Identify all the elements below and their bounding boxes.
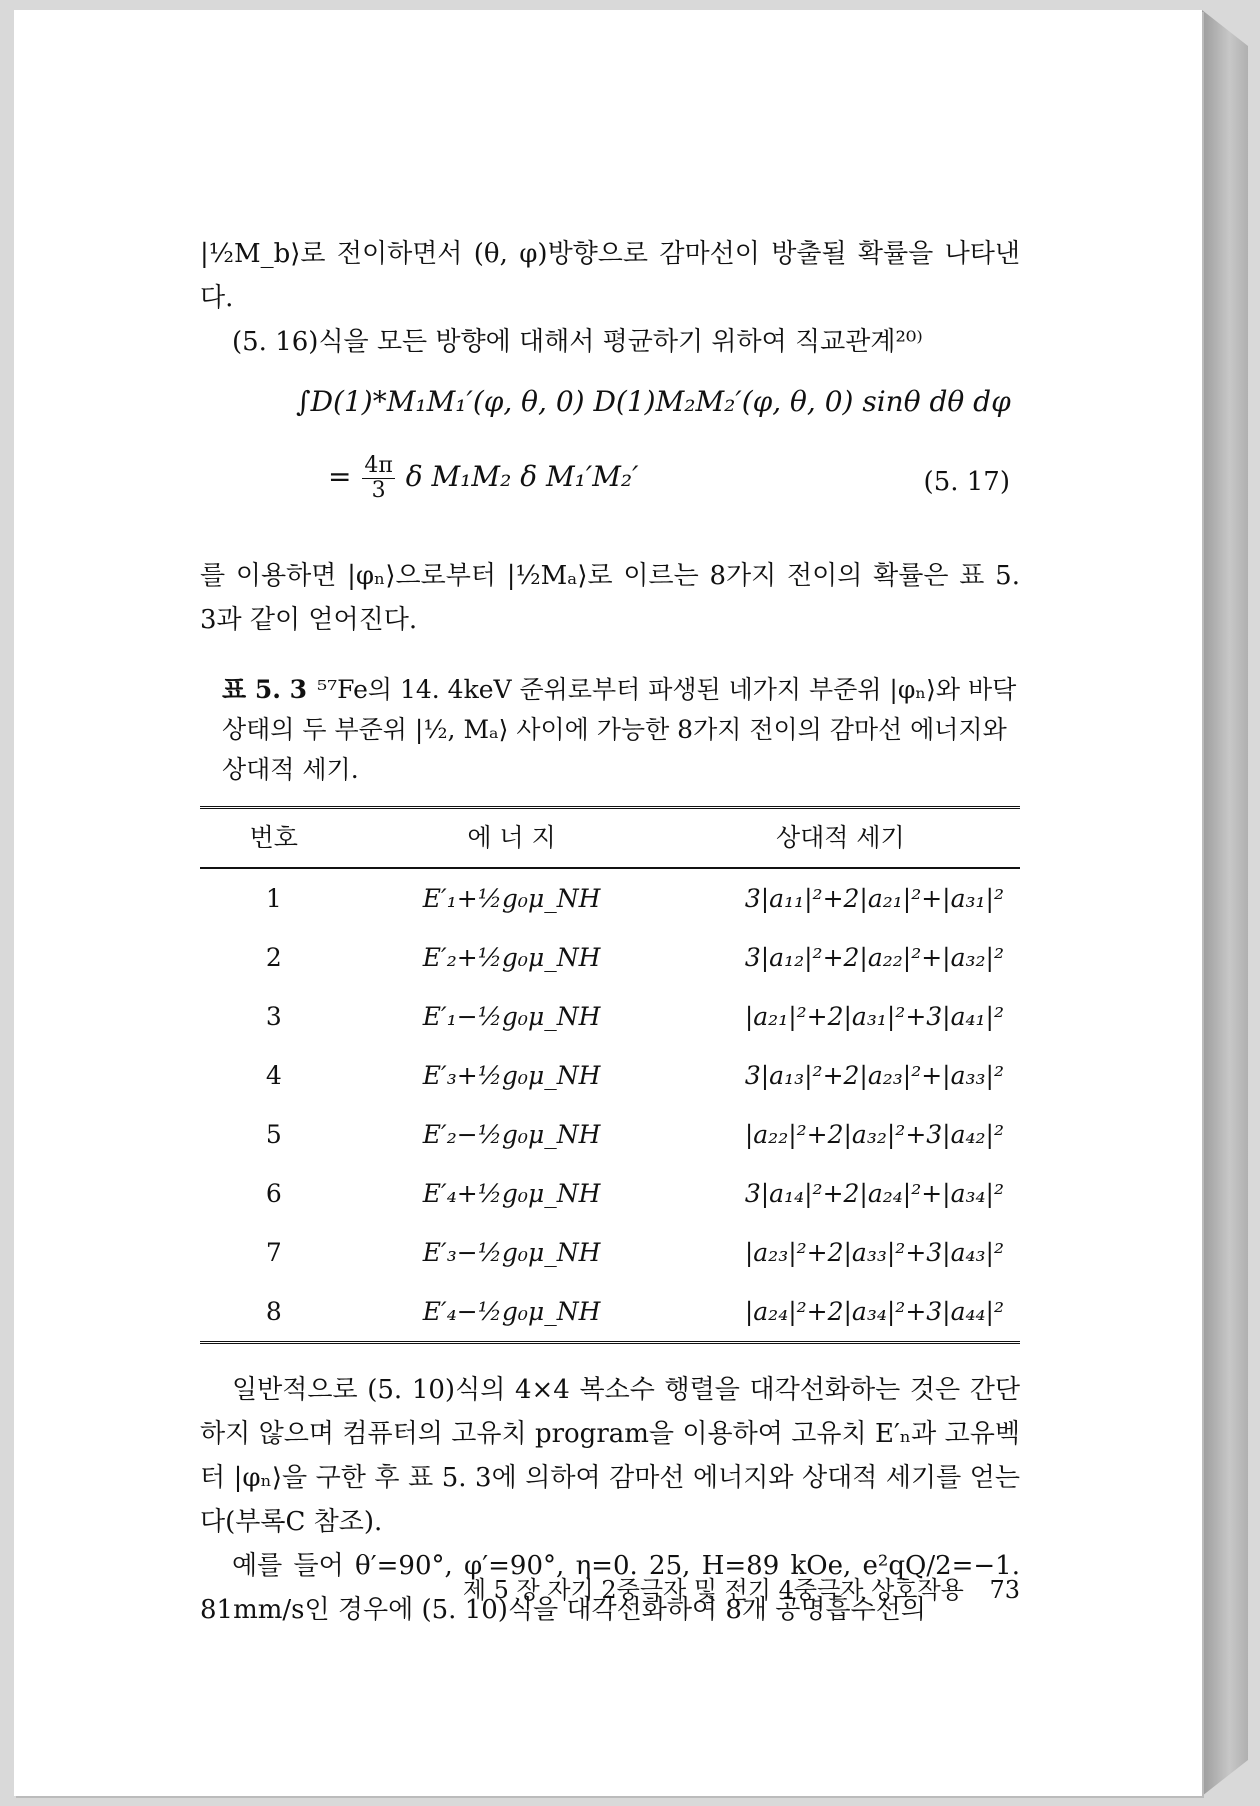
equation-5-17 bbox=[200, 370, 1020, 540]
table-label: 표 5. 3 bbox=[222, 675, 308, 704]
table-row bbox=[200, 1046, 1020, 1105]
table-row bbox=[200, 1164, 1020, 1223]
table-caption-text: ⁵⁷Fe의 14. 4keV 준위로부터 파생된 네가지 부준위 |φₙ⟩와 바닥 상태의 두 부준위 |½, Mₐ⟩ 사이에 가능한 8가지 전이의 감마선 에너지와 상대적 세기. bbox=[222, 675, 1017, 784]
table-header-row bbox=[200, 809, 1020, 867]
table-row bbox=[200, 987, 1020, 1046]
cell-intensity: |a₂₃|²+2|a₃₃|²+3|a₄₃|² bbox=[744, 1237, 1004, 1267]
cell-intensity: 3|a₁₁|²+2|a₂₁|²+|a₃₁|² bbox=[744, 883, 1004, 913]
paragraph-4: 일반적으로 (5. 10)식의 4×4 복소수 행렬을 대각선화하는 것은 간단하지 않으며 컴퓨터의 고유치 program을 이용하여 고유치 E′ₙ과 고유벡터 |φₙ⟩을 구한 후 표 5. 3에 의하여 감마선 에너지와 상대적 세기를 얻는다(부록C 참조). bbox=[200, 1375, 1020, 1537]
equation-result-line bbox=[328, 454, 638, 503]
table-row bbox=[200, 1223, 1020, 1282]
cell-energy: E′₃+½g₀μ_NH bbox=[422, 1060, 601, 1090]
fraction-4pi-over-3 bbox=[362, 454, 394, 503]
cell-number: 1 bbox=[265, 883, 282, 913]
table-row bbox=[200, 869, 1020, 928]
cell-energy: E′₂−½g₀μ_NH bbox=[422, 1119, 601, 1149]
fraction-denominator: 3 bbox=[371, 478, 386, 503]
header-energy: 에 너 지 bbox=[467, 823, 556, 852]
cell-energy: E′₁−½g₀μ_NH bbox=[422, 1001, 601, 1031]
cell-number: 7 bbox=[265, 1237, 282, 1267]
paragraph-2: (5. 16)식을 모든 방향에 대해서 평균하기 위하여 직교관계²⁰⁾ bbox=[232, 327, 923, 357]
cell-energy: E′₁+½g₀μ_NH bbox=[422, 883, 601, 913]
paragraph-1: |½M_b⟩로 전이하면서 (θ, φ)방향으로 감마선이 방출될 확률을 나타낸다. bbox=[200, 239, 1020, 313]
kronecker-deltas: δ M₁M₂ δ M₁′M₂′ bbox=[405, 460, 639, 493]
page-body bbox=[200, 232, 1020, 1632]
page-number: 73 bbox=[989, 1576, 1020, 1604]
equation-number: (5. 17) bbox=[923, 467, 1010, 497]
equals-sign: = bbox=[328, 460, 352, 493]
cell-intensity: 3|a₁₃|²+2|a₂₃|²+|a₃₃|² bbox=[744, 1060, 1004, 1090]
table-row bbox=[200, 1282, 1020, 1341]
cell-intensity: |a₂₁|²+2|a₃₁|²+3|a₄₁|² bbox=[744, 1001, 1004, 1031]
table-bottom-rule bbox=[200, 1341, 1020, 1344]
cell-intensity: |a₂₄|²+2|a₃₄|²+3|a₄₄|² bbox=[744, 1296, 1004, 1326]
cell-number: 3 bbox=[265, 1001, 282, 1031]
table-row bbox=[200, 1105, 1020, 1164]
cell-intensity: |a₂₂|²+2|a₃₂|²+3|a₄₂|² bbox=[744, 1119, 1004, 1149]
cell-number: 8 bbox=[265, 1296, 282, 1326]
cell-number: 6 bbox=[265, 1178, 282, 1208]
cell-energy: E′₃−½g₀μ_NH bbox=[422, 1237, 601, 1267]
table-5-3 bbox=[200, 806, 1020, 1344]
header-intensity: 상대적 세기 bbox=[775, 823, 905, 852]
cell-intensity: 3|a₁₄|²+2|a₂₄|²+|a₃₄|² bbox=[744, 1178, 1004, 1208]
cell-number: 2 bbox=[265, 942, 282, 972]
header-number: 번호 bbox=[249, 823, 298, 852]
cell-energy: E′₄−½g₀μ_NH bbox=[422, 1296, 601, 1326]
cell-number: 5 bbox=[265, 1119, 282, 1149]
paragraph-5: 예를 들어 θ′=90°, φ′=90°, η=0. 25, H=89 kOe, e²qQ/2=−1. 81mm/s인 경우에 (5. 10)식을 대각선화하여 8개 공명흡수선의 bbox=[200, 1551, 1020, 1625]
book-spine bbox=[1202, 10, 1248, 1796]
paragraph-3: 를 이용하면 |φₙ⟩으로부터 |½Mₐ⟩로 이르는 8가지 전이의 확률은 표 5. 3과 같이 얻어진다. bbox=[200, 561, 1020, 635]
equation-integral-line: ∫D(1)*M₁M₁′(φ, θ, 0) D(1)M₂M₂′(φ, θ, 0) sinθ dθ dφ bbox=[296, 385, 1011, 418]
cell-intensity: 3|a₁₂|²+2|a₂₂|²+|a₃₂|² bbox=[744, 942, 1004, 972]
cell-energy: E′₂+½g₀μ_NH bbox=[422, 942, 601, 972]
cell-number: 4 bbox=[265, 1060, 282, 1090]
fraction-numerator: 4π bbox=[364, 453, 393, 478]
chapter-title: 제 5 장 자기 2중극자 및 전기 4중극자 상호작용 bbox=[462, 1576, 964, 1604]
transition-table-body bbox=[200, 869, 1020, 1341]
transition-table bbox=[200, 809, 1020, 867]
table-row bbox=[200, 928, 1020, 987]
table-caption bbox=[222, 670, 1020, 790]
cell-energy: E′₄+½g₀μ_NH bbox=[422, 1178, 601, 1208]
running-footer bbox=[420, 1570, 1020, 1605]
